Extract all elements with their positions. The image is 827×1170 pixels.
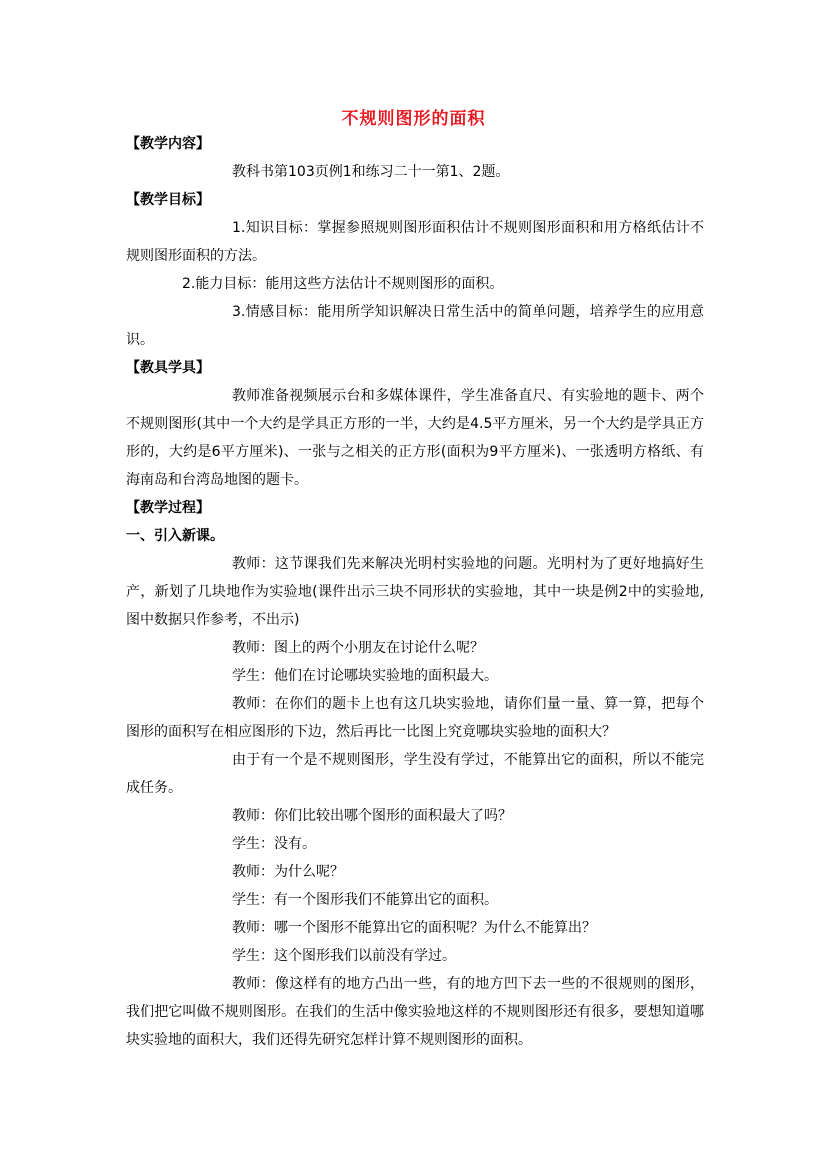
paragraph: 教师：图上的两个小朋友在讨论什么呢？ <box>232 640 484 656</box>
paragraph: 教师：哪一个图形不能算出它的面积呢？为什么不能算出？ <box>232 920 596 936</box>
paragraph: 学生：这个图形我们以前没有学过。 <box>232 948 456 964</box>
goal-emotion: 3.情感目标：能用所学知识解决日常生活中的简单问题，培养学生的应用意识。 <box>126 304 704 348</box>
teaching-content-text: 教科书第103页例1和练习二十一第1、2题。 <box>232 164 510 180</box>
document-body <box>126 130 704 1054</box>
goal-knowledge: 1.知识目标：掌握参照规则图形面积估计不规则图形面积和用方格纸估计不规则图形面积的方法。 <box>126 220 704 264</box>
paragraph: 教师：你们比较出哪个图形的面积最大了吗？ <box>232 808 512 824</box>
paragraph: 由于有一个是不规则图形，学生没有学过，不能算出它的面积，所以不能完成任务。 <box>126 752 704 796</box>
paragraph: 教师：为什么呢？ <box>232 864 344 880</box>
teaching-process-heading: 【教学过程】 <box>126 500 210 516</box>
teaching-goals-heading: 【教学目标】 <box>126 192 210 208</box>
document-title: 不规则图形的面积 <box>341 109 486 129</box>
teaching-content-heading: 【教学内容】 <box>126 136 210 152</box>
teaching-tools-heading: 【教具学具】 <box>126 360 210 376</box>
goal-ability: 2.能力目标：能用这些方法估计不规则图形的面积。 <box>182 276 504 292</box>
part-one-heading: 一、引入新课。 <box>126 528 224 544</box>
paragraph: 学生：他们在讨论哪块实验地的面积最大。 <box>232 668 498 684</box>
paragraph: 学生：有一个图形我们不能算出它的面积。 <box>232 892 498 908</box>
paragraph: 教师：像这样有的地方凸出一些，有的地方凹下去一些的不很规则的图形，我们把它叫做不规则图形。在我们的生活中像实验地这样的不规则图形还有很多，要想知道哪块实验地的面积大，我们还得先研究怎样计算不规则图形的面积。 <box>126 976 704 1048</box>
paragraph: 教师：这节课我们先来解决光明村实验地的问题。光明村为了更好地搞好生产，新划了几块地作为实验地(课件出示三块不同形状的实验地，其中一块是例2中的实验地,图中数据只作参考，不出示) <box>126 556 704 628</box>
paragraph: 学生：没有。 <box>232 836 316 852</box>
paragraph: 教师：在你们的题卡上也有这几块实验地，请你们量一量、算一算，把每个图形的面积写在相应图形的下边，然后再比一比图上究竟哪块实验地的面积大？ <box>126 696 704 740</box>
teaching-tools-text: 教师准备视频展示台和多媒体课件，学生准备直尺、有实验地的题卡、两个不规则图形(其中一个大约是学具正方形的一半，大约是4.5平方厘米，另一个大约是学具正方形的，大约是6平方厘米)、一张与之相关的正方形(面积为9平方厘米)、一张透明方格纸、有海南岛和台湾岛地图的题卡。 <box>126 388 704 488</box>
